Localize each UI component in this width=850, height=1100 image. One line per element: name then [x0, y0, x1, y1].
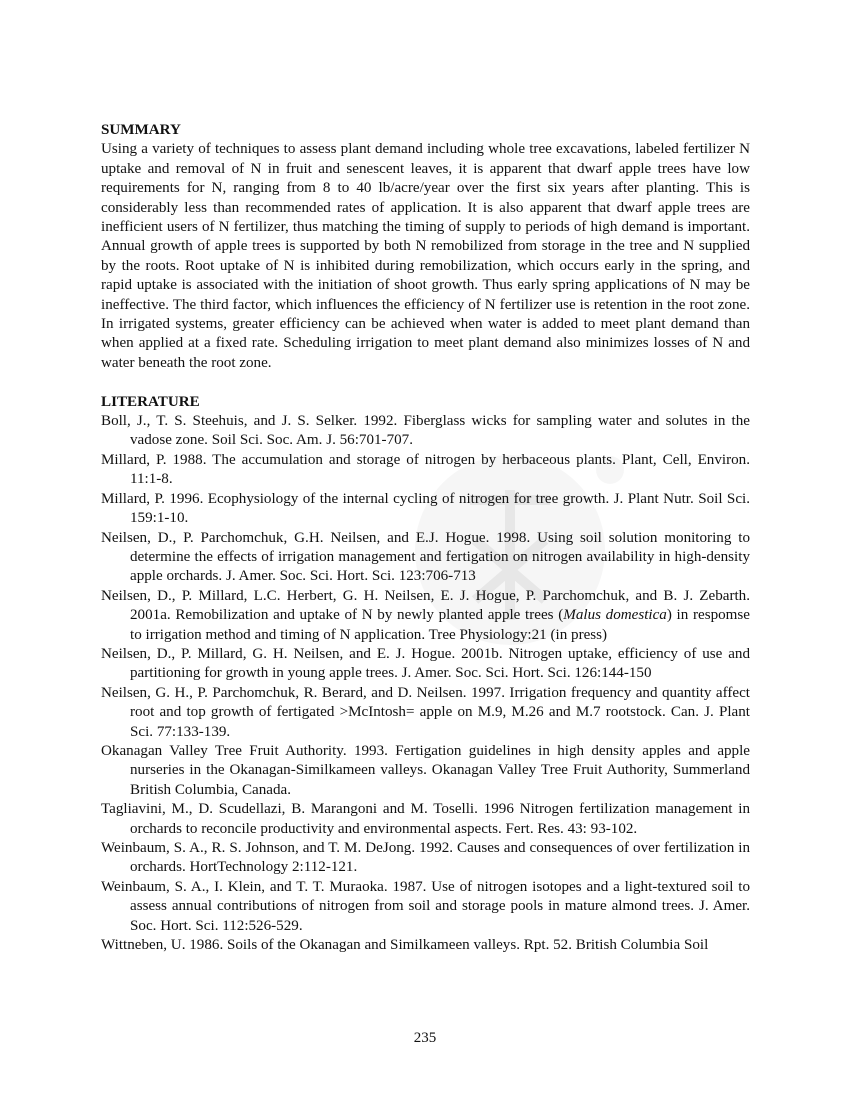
page-number: 235 — [413, 1030, 437, 1046]
reference-item: Millard, P. 1996. Ecophysiology of the internal cycling of nitrogen for tree growth. J. Plant Nutr. Soil Sci. 159:1-10. — [101, 490, 750, 527]
page-content — [101, 121, 750, 955]
summary-heading: SUMMARY — [101, 122, 181, 138]
reference-item: Neilsen, D., P. Millard, G. H. Neilsen, and E. J. Hogue. 2001b. Nitrogen uptake, efficiency of use and partitioning for growth in young apple trees. J. Amer. Soc. Sci. Hort. Sci. 126:144-150 — [101, 645, 750, 682]
literature-heading: LITERATURE — [101, 393, 200, 410]
reference-item: Boll, J., T. S. Steehuis, and J. S. Selker. 1992. Fiberglass wicks for sampling water and solutes in the vadose zone. Soil Sci. Soc. Am. J. 56:701-707. — [101, 413, 750, 449]
reference-list — [101, 412, 750, 955]
species-name: Malus domestica — [563, 607, 667, 624]
reference-text: Neilsen, D., P. Millard, L.C. Herbert, G. H. Neilsen, E. J. Hogue, P. Parchomchuk, and B. J. Zebarth. 2001a. Remobilization and uptake of N by newly planted apple trees ( — [101, 587, 750, 624]
reference-item: Wittneben, U. 1986. Soils of the Okanagan and Similkameen valleys. Rpt. 52. British Columbia Soil — [101, 937, 709, 954]
summary-paragraph: Using a variety of techniques to assess plant demand including whole tree excavations, labeled fertilizer N uptake and removal of N in fruit and senescent leaves, it is apparent that dwarf apple trees have low requirements for N, ranging from 8 to 40 lb/acre/year over the first six years after planting. This is considerably less than recommended rates of application. It is also apparent that dwarf apple trees are inefficient users of N fertilizer, thus matching the timing of supply to periods of high demand is important. Annual growth of apple trees is supported by both N remobilized from storage in the tree and N supplied by the roots. Root uptake of N is inhibited during remobilization, which occurs early in the spring, and rapid uptake is associated with the initiation of shoot growth. Thus early spring applications of N may be ineffective. The third factor, which influences the efficiency of N fertilizer use is retention in the root zone. In irrigated systems, greater efficiency can be achieved when water is added to meet plant demand than when applied at a fixed rate. Scheduling irrigation to meet plant demand also minimizes losses of N and water beneath the root zone. — [101, 141, 750, 371]
reference-item: Weinbaum, S. A., I. Klein, and T. T. Muraoka. 1987. Use of nitrogen isotopes and a light-textured soil to assess annual contributions of nitrogen from soil and storage pools in mature almond trees. J. Amer. Soc. Hort. Sci. 112:526-529. — [101, 878, 750, 934]
reference-text: ) in respomse to irrigation method and timing of N application. Tree Physiology:21 (in press) — [130, 607, 750, 643]
literature-section — [101, 393, 750, 956]
reference-item: Okanagan Valley Tree Fruit Authority. 1993. Fertigation guidelines in high density apples and apple nurseries in the Okanagan-Similkameen valleys. Okanagan Valley Tree Fruit Authority, Summerland British Columbia, Canada. — [101, 742, 750, 798]
reference-item: Tagliavini, M., D. Scudellazi, B. Marangoni and M. Toselli. 1996 Nitrogen fertilization management in orchards to reconcile productivity and environmental aspects. Fert. Res. 43: 93-102. — [101, 801, 750, 837]
reference-item: Neilsen, D., P. Parchomchuk, G.H. Neilsen, and E.J. Hogue. 1998. Using soil solution monitoring to determine the effects of irrigation management and fertigation on nitrogen availability in high-density apple orchards. J. Amer. Soc. Sci. Hort. Sci. 123:706-713 — [101, 529, 750, 585]
reference-item — [101, 587, 750, 645]
reference-item: Neilsen, G. H., P. Parchomchuk, R. Berard, and D. Neilsen. 1997. Irrigation frequency and quantity affect root and top growth of fertigated >McIntosh= apple on M.9, M.26 and M.7 rootstock. Can. J. Plant Sci. 77:133-139. — [101, 684, 750, 740]
reference-item: Weinbaum, S. A., R. S. Johnson, and T. M. DeJong. 1992. Causes and consequences of over fertilization in orchards. HortTechnology 2:112-121. — [101, 840, 750, 876]
summary-section — [101, 121, 750, 373]
reference-item: Millard, P. 1988. The accumulation and storage of nitrogen by herbaceous plants. Plant, Cell, Environ. 11:1-8. — [101, 451, 750, 488]
